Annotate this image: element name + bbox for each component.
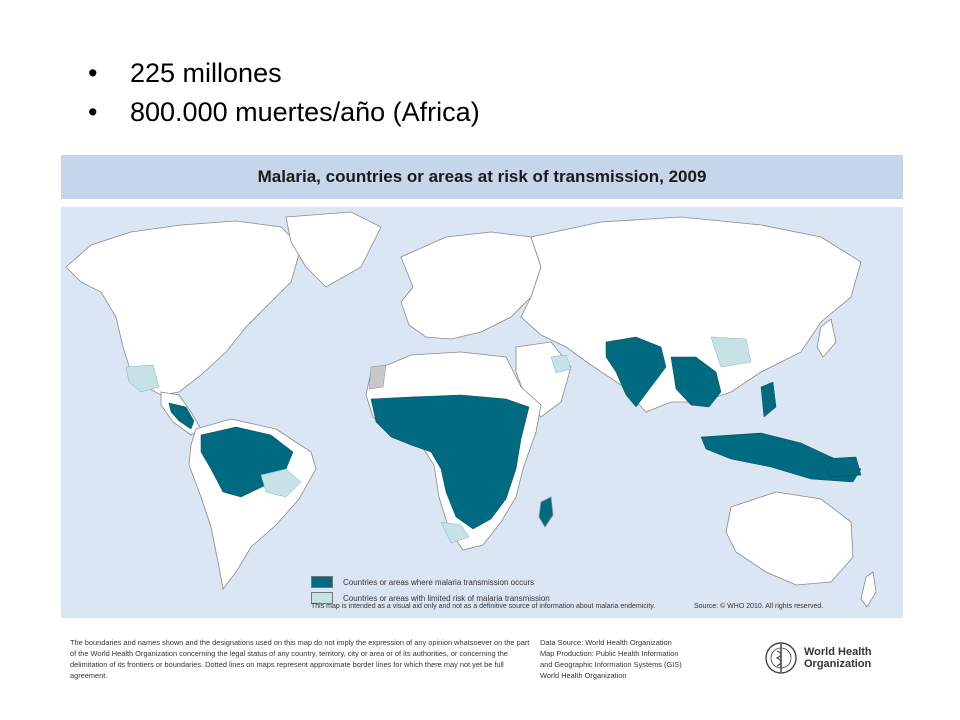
- who-emblem-icon: [764, 641, 798, 675]
- western-sahara: [369, 365, 386, 389]
- risk-philippines: [761, 382, 776, 417]
- data-source-text: Data Source: World Health Organization Map Production: Public Health Information and Geographic Information Systems (GIS) World Health Organization: [540, 638, 682, 680]
- bullet-text: 225 millones: [130, 58, 282, 88]
- bullet-item: [88, 54, 480, 93]
- bullet-symbol: •: [88, 97, 98, 127]
- map-title: Malaria, countries or areas at risk of transmission, 2009: [257, 167, 707, 186]
- bullet-text: 800.000 muertes/año (Africa): [130, 97, 480, 127]
- map-source: Source: © WHO 2010. All rights reserved.: [694, 603, 824, 610]
- map-title-bar: [61, 155, 903, 199]
- limited-mexico: [126, 365, 159, 392]
- greenland: [286, 212, 381, 287]
- legend-item-transmission: [311, 574, 550, 590]
- map-note: This map is intended as a visual aid only and not as a definitive source of information about malaria endemicity.: [311, 603, 656, 610]
- bullet-item: [88, 93, 480, 132]
- australia: [726, 492, 853, 585]
- new-zealand: [861, 572, 876, 607]
- north-america: [66, 221, 301, 395]
- world-map: [61, 207, 903, 618]
- world-map-graphic: [61, 207, 903, 618]
- legend-label: Countries or areas where malaria transmission occurs: [343, 577, 535, 587]
- bullet-symbol: •: [88, 58, 98, 88]
- europe: [401, 232, 541, 339]
- legend-swatch: [311, 576, 333, 588]
- legend-label: Countries or areas with limited risk of malaria transmission: [343, 593, 550, 603]
- who-name: World Health Organization: [804, 646, 872, 670]
- bullet-list: [88, 54, 480, 132]
- disclaimer-text: The boundaries and names shown and the designations used on this map do not imply the expression of any opinion whatsoever on the part of the World Health Organization concerning the legal status of any country, territory, city or area or of its authorities, or concerning the delimitation of its frontiers or boundaries. Dotted lines on maps represent approximate border lines for which there may not yet be full agreement.: [70, 638, 530, 680]
- map-legend: [311, 574, 550, 606]
- madagascar: [539, 497, 553, 527]
- who-logo: [764, 641, 872, 675]
- japan: [817, 319, 836, 357]
